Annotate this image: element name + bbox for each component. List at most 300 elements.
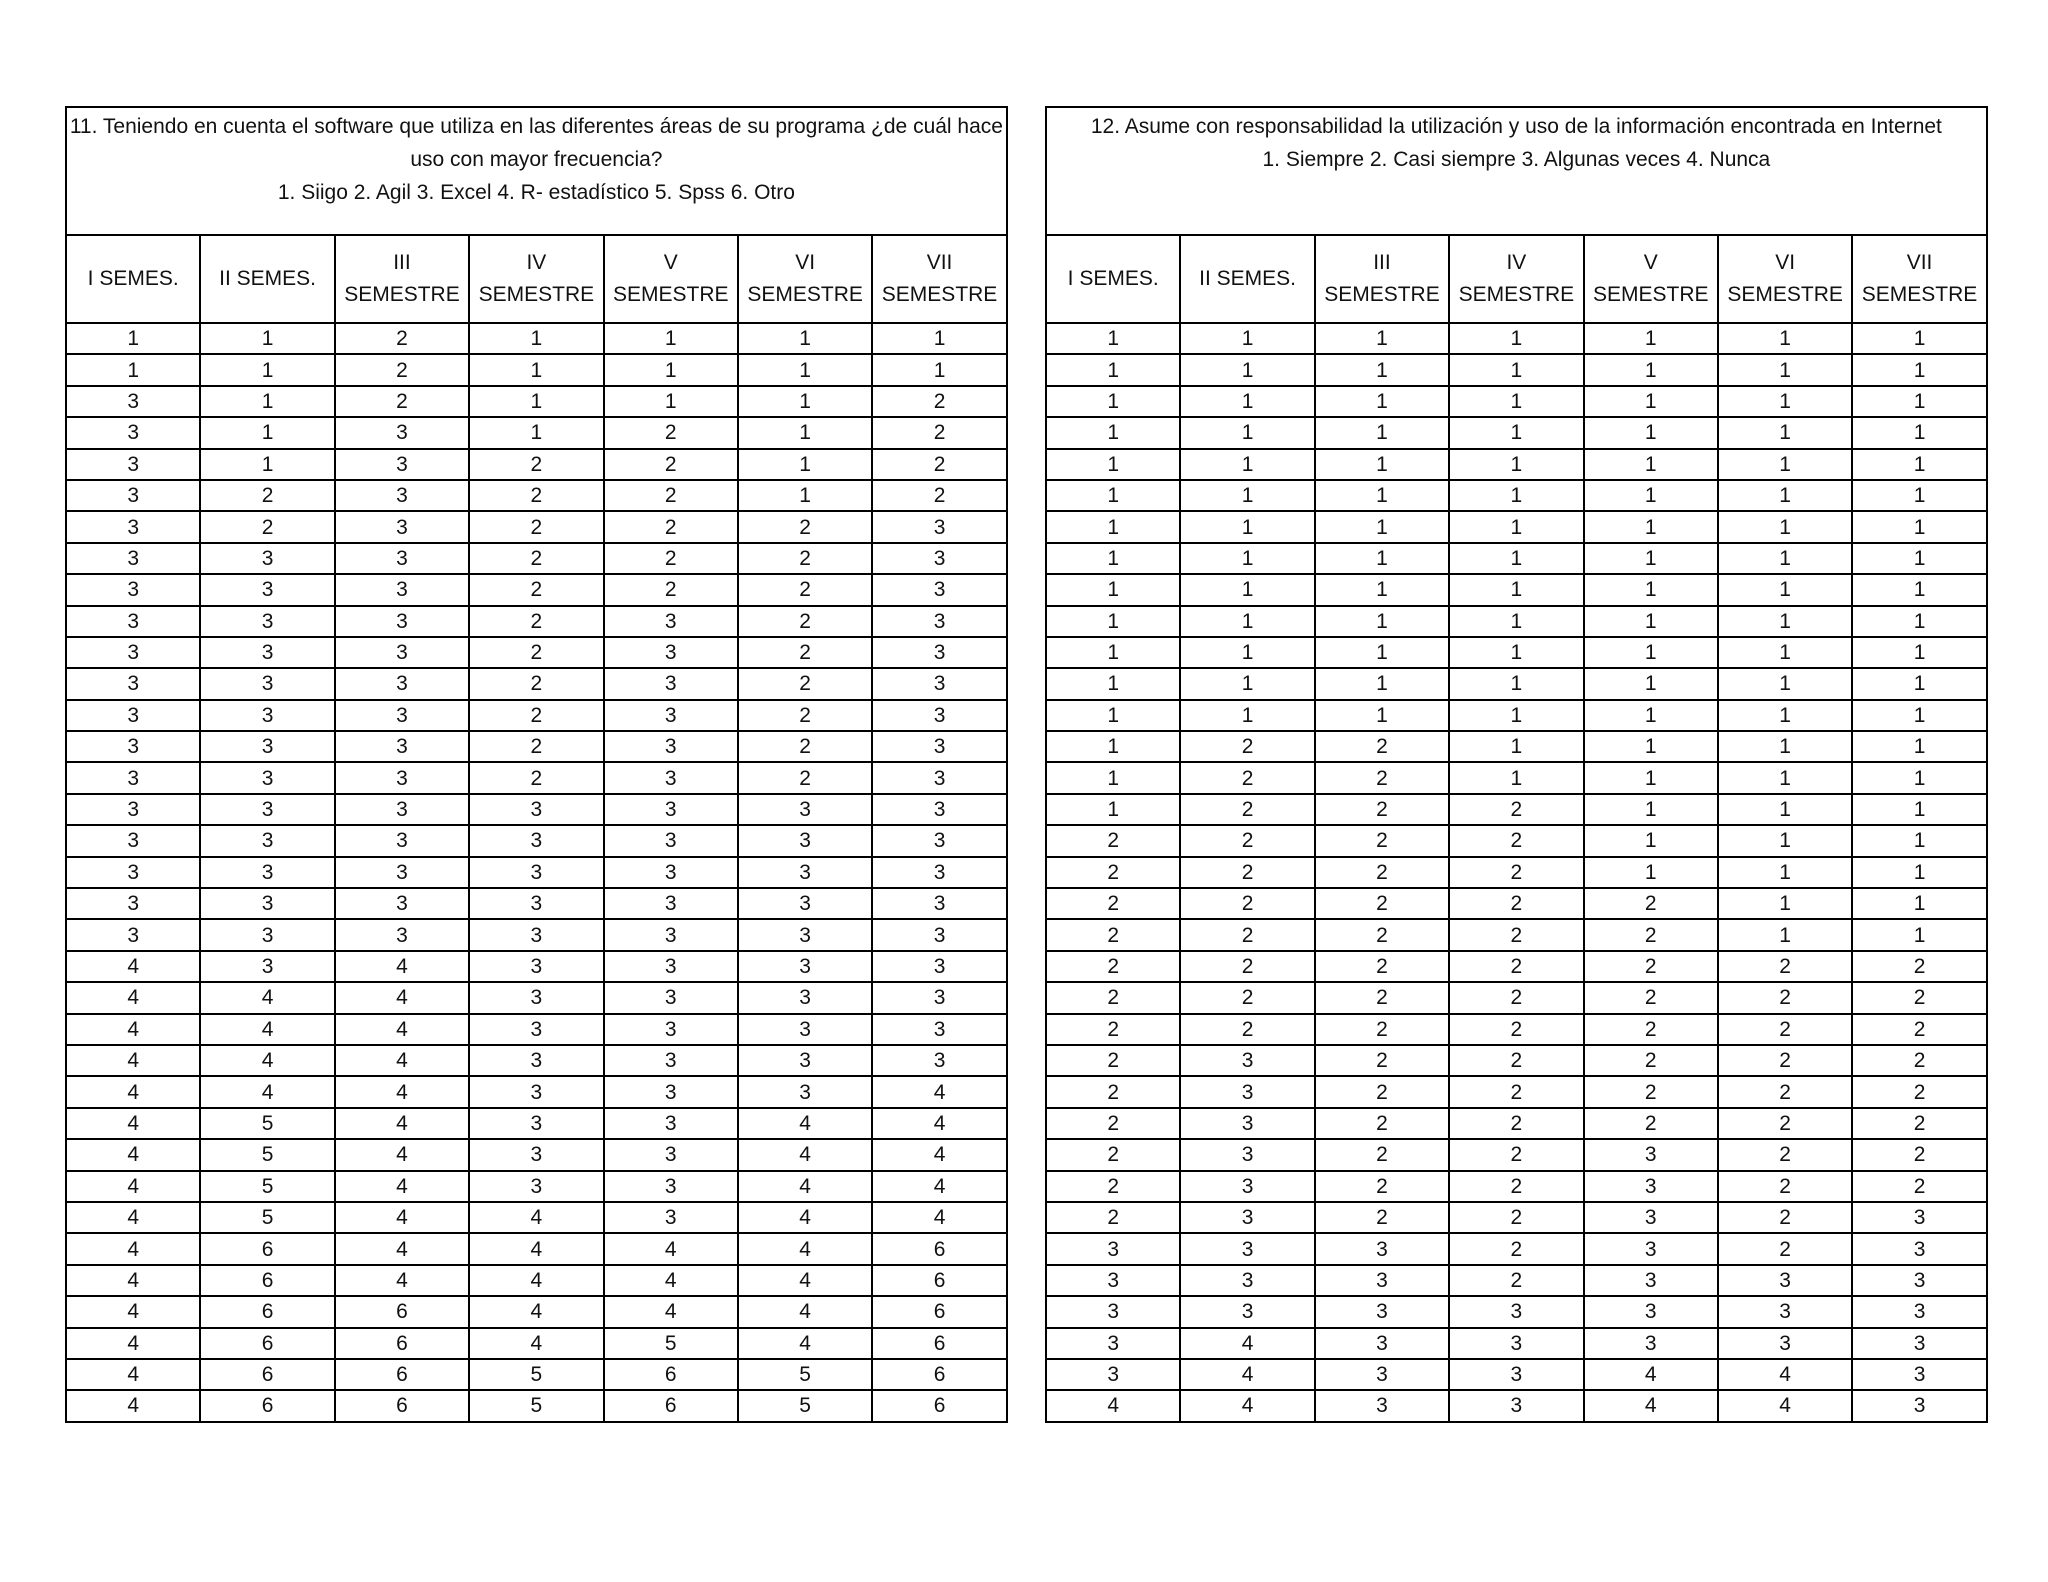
table-cell: 1 <box>1180 386 1314 417</box>
table-cell: 4 <box>1180 1390 1314 1421</box>
table-cell: 2 <box>1718 1202 1852 1233</box>
table-cell: 1 <box>1180 449 1314 480</box>
table-cell: 2 <box>872 480 1006 511</box>
table-cell: 4 <box>66 1359 200 1390</box>
table-cell: 4 <box>335 1014 469 1045</box>
table-cell: 4 <box>1718 1390 1852 1421</box>
table-cell: 1 <box>1046 480 1180 511</box>
table-cell: 4 <box>738 1108 872 1139</box>
table-cell: 2 <box>1180 1014 1314 1045</box>
table-cell: 4 <box>335 1171 469 1202</box>
table-cell: 2 <box>604 543 738 574</box>
table-cell: 4 <box>469 1202 603 1233</box>
table-cell: 4 <box>66 1076 200 1107</box>
table-cell: 2 <box>1315 731 1449 762</box>
table-cell: 3 <box>1046 1233 1180 1264</box>
table-cell: 2 <box>1315 857 1449 888</box>
table-row <box>66 794 1007 825</box>
column-header: VII SEMESTRE <box>1852 235 1986 323</box>
table-cell: 3 <box>66 919 200 950</box>
table-cell: 2 <box>1046 1202 1180 1233</box>
table-cell: 6 <box>872 1265 1006 1296</box>
table-cell: 2 <box>1584 919 1718 950</box>
table-cell: 1 <box>738 323 872 354</box>
table-cell: 1 <box>1180 323 1314 354</box>
table-cell: 2 <box>1315 762 1449 793</box>
table-cell: 3 <box>738 1076 872 1107</box>
table-row <box>1046 1014 1987 1045</box>
table-row <box>1046 449 1987 480</box>
table-row <box>66 888 1007 919</box>
table-cell: 2 <box>1718 951 1852 982</box>
table-row <box>66 323 1007 354</box>
answer-options: 1. Siempre 2. Casi siempre 3. Algunas veces 4. Nunca <box>1262 148 1771 171</box>
table-cell: 3 <box>335 417 469 448</box>
table-cell: 6 <box>872 1328 1006 1359</box>
table-cell: 2 <box>738 574 872 605</box>
table-cell: 6 <box>200 1265 334 1296</box>
table-cell: 2 <box>1046 1045 1180 1076</box>
table-cell: 1 <box>1718 794 1852 825</box>
table-cell: 6 <box>335 1296 469 1327</box>
table-cell: 4 <box>738 1171 872 1202</box>
table-cell: 3 <box>604 1108 738 1139</box>
table-cell: 1 <box>1718 825 1852 856</box>
table-cell: 1 <box>1852 762 1986 793</box>
table-row <box>66 480 1007 511</box>
table-cell: 2 <box>604 417 738 448</box>
table-cell: 3 <box>469 794 603 825</box>
table-cell: 1 <box>738 354 872 385</box>
table-cell: 3 <box>335 449 469 480</box>
table-cell: 1 <box>1852 668 1986 699</box>
table-cell: 3 <box>335 606 469 637</box>
table-cell: 6 <box>200 1390 334 1421</box>
table-row <box>66 354 1007 385</box>
table-row <box>66 1171 1007 1202</box>
table-cell: 3 <box>469 1108 603 1139</box>
table-cell: 1 <box>1584 449 1718 480</box>
table-cell: 3 <box>604 1202 738 1233</box>
table-cell: 2 <box>1718 1139 1852 1170</box>
table-cell: 3 <box>1180 1171 1314 1202</box>
table-cell: 1 <box>1046 574 1180 605</box>
table-row <box>66 543 1007 574</box>
table-cell: 4 <box>335 1108 469 1139</box>
table-cell: 2 <box>604 511 738 542</box>
table-cell: 5 <box>200 1202 334 1233</box>
question-header <box>66 107 1007 235</box>
table-cell: 1 <box>1852 731 1986 762</box>
table-cell: 1 <box>1718 668 1852 699</box>
table-row <box>1046 1359 1987 1390</box>
table-cell: 1 <box>1852 606 1986 637</box>
table-cell: 6 <box>335 1390 469 1421</box>
table-cell: 2 <box>1852 1014 1986 1045</box>
table-cell: 3 <box>872 574 1006 605</box>
table-row <box>1046 668 1987 699</box>
table-cell: 3 <box>1718 1296 1852 1327</box>
table-cell: 1 <box>469 323 603 354</box>
table-cell: 1 <box>1449 323 1583 354</box>
table-cell: 1 <box>738 417 872 448</box>
table-row <box>66 1328 1007 1359</box>
table-cell: 2 <box>1852 1108 1986 1139</box>
table-cell: 2 <box>1315 794 1449 825</box>
table-cell: 4 <box>1584 1359 1718 1390</box>
table-cell: 1 <box>1852 700 1986 731</box>
table-cell: 3 <box>1449 1359 1583 1390</box>
table-cell: 3 <box>200 762 334 793</box>
table-cell: 1 <box>872 323 1006 354</box>
table-cell: 2 <box>1315 919 1449 950</box>
table-cell: 2 <box>1584 982 1718 1013</box>
column-header-row <box>66 235 1007 323</box>
table-cell: 6 <box>604 1359 738 1390</box>
table-cell: 3 <box>1180 1139 1314 1170</box>
table-cell: 4 <box>335 982 469 1013</box>
table-cell: 1 <box>1584 386 1718 417</box>
table-cell: 3 <box>604 888 738 919</box>
table-cell: 1 <box>1852 637 1986 668</box>
table-cell: 5 <box>604 1328 738 1359</box>
table-cell: 2 <box>1180 919 1314 950</box>
table-cell: 1 <box>1315 480 1449 511</box>
table-cell: 3 <box>604 857 738 888</box>
table-cell: 2 <box>1718 1108 1852 1139</box>
table-cell: 1 <box>1449 543 1583 574</box>
table-cell: 5 <box>200 1171 334 1202</box>
table-cell: 2 <box>1449 1139 1583 1170</box>
table-cell: 1 <box>1718 480 1852 511</box>
table-cell: 3 <box>335 637 469 668</box>
table-cell: 3 <box>66 480 200 511</box>
table-cell: 3 <box>200 700 334 731</box>
table-row <box>1046 1296 1987 1327</box>
table-row <box>66 574 1007 605</box>
table-cell: 3 <box>1315 1265 1449 1296</box>
table-cell: 3 <box>1584 1202 1718 1233</box>
table-cell: 2 <box>1449 888 1583 919</box>
table-cell: 2 <box>1852 1139 1986 1170</box>
table-cell: 3 <box>738 1014 872 1045</box>
table-cell: 4 <box>66 1328 200 1359</box>
table-cell: 2 <box>469 668 603 699</box>
table-body <box>1046 323 1987 1422</box>
table-cell: 6 <box>335 1359 469 1390</box>
table-cell: 2 <box>469 543 603 574</box>
table-cell: 1 <box>1718 323 1852 354</box>
table-cell: 2 <box>200 480 334 511</box>
table-cell: 3 <box>872 951 1006 982</box>
table-cell: 3 <box>1046 1296 1180 1327</box>
table-cell: 3 <box>604 794 738 825</box>
table-cell: 2 <box>1180 731 1314 762</box>
table-cell: 3 <box>872 511 1006 542</box>
table-cell: 2 <box>738 543 872 574</box>
table-cell: 6 <box>200 1233 334 1264</box>
table-cell: 4 <box>335 1233 469 1264</box>
table-cell: 2 <box>1046 888 1180 919</box>
table-cell: 1 <box>1584 480 1718 511</box>
column-header-row <box>1046 235 1987 323</box>
table-cell: 3 <box>66 543 200 574</box>
table-cell: 3 <box>1180 1265 1314 1296</box>
table-cell: 1 <box>1046 511 1180 542</box>
table-cell: 3 <box>66 417 200 448</box>
table-cell: 2 <box>1315 1202 1449 1233</box>
table-cell: 1 <box>1852 511 1986 542</box>
table-cell: 3 <box>335 762 469 793</box>
table-cell: 3 <box>604 1014 738 1045</box>
table-cell: 3 <box>1449 1296 1583 1327</box>
table-cell: 1 <box>1584 700 1718 731</box>
table-cell: 1 <box>1046 606 1180 637</box>
table-cell: 1 <box>1584 354 1718 385</box>
table-cell: 3 <box>66 700 200 731</box>
table-cell: 3 <box>872 731 1006 762</box>
table-cell: 3 <box>1315 1390 1449 1421</box>
question-header <box>1046 107 1987 235</box>
table-cell: 5 <box>738 1390 872 1421</box>
table-cell: 3 <box>335 574 469 605</box>
table-cell: 2 <box>1584 1045 1718 1076</box>
table-cell: 3 <box>604 762 738 793</box>
table-cell: 3 <box>1315 1296 1449 1327</box>
table-cell: 3 <box>604 982 738 1013</box>
table-cell: 1 <box>738 480 872 511</box>
table-cell: 2 <box>1449 1171 1583 1202</box>
table-cell: 1 <box>1046 794 1180 825</box>
table-row <box>66 1359 1007 1390</box>
table-cell: 1 <box>469 417 603 448</box>
table-row <box>66 1202 1007 1233</box>
table-row <box>1046 1076 1987 1107</box>
table-cell: 1 <box>1315 417 1449 448</box>
table-cell: 4 <box>738 1265 872 1296</box>
table-cell: 2 <box>738 762 872 793</box>
table-cell: 2 <box>1449 825 1583 856</box>
table-cell: 2 <box>1449 794 1583 825</box>
table-cell: 1 <box>1718 449 1852 480</box>
table-cell: 1 <box>1449 354 1583 385</box>
table-cell: 1 <box>1449 574 1583 605</box>
column-header: III SEMESTRE <box>1315 235 1449 323</box>
table-cell: 3 <box>200 825 334 856</box>
table-row <box>66 386 1007 417</box>
table-cell: 5 <box>469 1359 603 1390</box>
table-cell: 3 <box>200 606 334 637</box>
table-cell: 2 <box>1449 982 1583 1013</box>
table-cell: 4 <box>872 1108 1006 1139</box>
table-cell: 2 <box>335 354 469 385</box>
table-cell: 3 <box>66 825 200 856</box>
table-cell: 3 <box>738 825 872 856</box>
table-cell: 3 <box>1046 1265 1180 1296</box>
table-cell: 1 <box>1449 637 1583 668</box>
table-cell: 2 <box>604 574 738 605</box>
table-cell: 1 <box>1584 323 1718 354</box>
table-cell: 1 <box>1584 825 1718 856</box>
table-cell: 1 <box>469 386 603 417</box>
table-cell: 2 <box>1315 1045 1449 1076</box>
table-cell: 2 <box>738 637 872 668</box>
table-cell: 2 <box>1046 951 1180 982</box>
table-cell: 1 <box>1852 323 1986 354</box>
table-cell: 3 <box>1315 1328 1449 1359</box>
column-header: IV SEMESTRE <box>469 235 603 323</box>
table-cell: 2 <box>1852 1045 1986 1076</box>
table-cell: 2 <box>604 449 738 480</box>
table-cell: 3 <box>469 1139 603 1170</box>
table-cell: 1 <box>1584 857 1718 888</box>
table-cell: 1 <box>1718 606 1852 637</box>
table-cell: 3 <box>469 1014 603 1045</box>
table-cell: 4 <box>469 1233 603 1264</box>
table-cell: 1 <box>1449 731 1583 762</box>
table-cell: 4 <box>200 982 334 1013</box>
table-cell: 1 <box>1180 480 1314 511</box>
table-cell: 2 <box>1852 1171 1986 1202</box>
table-cell: 3 <box>604 825 738 856</box>
survey-table-q11 <box>65 106 1008 1423</box>
table-cell: 1 <box>1718 731 1852 762</box>
table-cell: 3 <box>66 794 200 825</box>
table-cell: 3 <box>1180 1233 1314 1264</box>
table-cell: 1 <box>1315 449 1449 480</box>
table-cell: 2 <box>335 323 469 354</box>
table-cell: 4 <box>66 1296 200 1327</box>
table-cell: 1 <box>1180 668 1314 699</box>
table-cell: 4 <box>738 1296 872 1327</box>
table-row <box>1046 731 1987 762</box>
table-cell: 3 <box>604 951 738 982</box>
table-cell: 4 <box>66 951 200 982</box>
table-cell: 1 <box>1449 511 1583 542</box>
table-cell: 4 <box>469 1328 603 1359</box>
table-cell: 3 <box>1449 1328 1583 1359</box>
table-cell: 3 <box>1852 1328 1986 1359</box>
table-cell: 3 <box>738 951 872 982</box>
table-cell: 3 <box>872 919 1006 950</box>
table-cell: 3 <box>604 668 738 699</box>
table-cell: 3 <box>335 668 469 699</box>
table-row <box>1046 951 1987 982</box>
table-row <box>1046 1171 1987 1202</box>
table-cell: 4 <box>604 1233 738 1264</box>
column-header: III SEMESTRE <box>335 235 469 323</box>
table-cell: 1 <box>1046 700 1180 731</box>
table-cell: 3 <box>200 857 334 888</box>
table-cell: 2 <box>1180 951 1314 982</box>
table-cell: 6 <box>604 1390 738 1421</box>
table-cell: 1 <box>1046 417 1180 448</box>
table-row <box>1046 762 1987 793</box>
table-cell: 3 <box>335 700 469 731</box>
table-cell: 3 <box>1046 1359 1180 1390</box>
table-cell: 3 <box>738 1045 872 1076</box>
answer-options: 1. Siigo 2. Agil 3. Excel 4. R- estadístico 5. Spss 6. Otro <box>277 181 795 204</box>
table-cell: 1 <box>1852 449 1986 480</box>
question-text: 11. Teniendo en cuenta el software que utiliza en las diferentes áreas de su programa ¿de cuál hace uso con mayor frecuencia? <box>69 115 1003 171</box>
table-cell: 2 <box>1852 1076 1986 1107</box>
table-cell: 3 <box>200 794 334 825</box>
table-cell: 1 <box>1046 731 1180 762</box>
table-row <box>1046 825 1987 856</box>
table-cell: 1 <box>200 354 334 385</box>
table-cell: 3 <box>469 857 603 888</box>
table-cell: 4 <box>604 1296 738 1327</box>
table-cell: 3 <box>469 825 603 856</box>
table-cell: 4 <box>66 982 200 1013</box>
table-row <box>66 1076 1007 1107</box>
table-row <box>1046 574 1987 605</box>
table-cell: 4 <box>1180 1359 1314 1390</box>
table-cell: 3 <box>335 919 469 950</box>
table-cell: 1 <box>1852 794 1986 825</box>
table-cell: 1 <box>1315 668 1449 699</box>
table-cell: 2 <box>1718 1014 1852 1045</box>
table-cell: 4 <box>200 1045 334 1076</box>
table-cell: 3 <box>872 668 1006 699</box>
table-row <box>1046 606 1987 637</box>
table-cell: 5 <box>200 1108 334 1139</box>
table-cell: 4 <box>872 1202 1006 1233</box>
table-cell: 3 <box>200 888 334 919</box>
table-cell: 4 <box>66 1045 200 1076</box>
table-cell: 4 <box>66 1108 200 1139</box>
table-cell: 3 <box>1046 1328 1180 1359</box>
table-cell: 1 <box>1584 637 1718 668</box>
table-cell: 3 <box>1584 1328 1718 1359</box>
table-cell: 1 <box>1852 354 1986 385</box>
table-cell: 3 <box>872 1045 1006 1076</box>
table-cell: 4 <box>66 1014 200 1045</box>
table-cell: 1 <box>1852 919 1986 950</box>
table-cell: 2 <box>469 511 603 542</box>
table-row <box>1046 480 1987 511</box>
table-row <box>1046 888 1987 919</box>
table-cell: 1 <box>1449 762 1583 793</box>
table-cell: 2 <box>1584 1108 1718 1139</box>
table-row <box>66 762 1007 793</box>
table-cell: 1 <box>738 386 872 417</box>
table-cell: 1 <box>200 323 334 354</box>
table-cell: 1 <box>1718 762 1852 793</box>
table-cell: 1 <box>1718 386 1852 417</box>
table-cell: 2 <box>1315 1014 1449 1045</box>
column-header: I SEMES. <box>1046 235 1180 323</box>
table-cell: 4 <box>872 1171 1006 1202</box>
table-cell: 3 <box>1180 1108 1314 1139</box>
table-cell: 3 <box>200 637 334 668</box>
table-cell: 3 <box>1584 1171 1718 1202</box>
table-cell: 1 <box>1584 731 1718 762</box>
table-cell: 2 <box>1718 1045 1852 1076</box>
table-row <box>66 825 1007 856</box>
column-header: VI SEMESTRE <box>738 235 872 323</box>
table-cell: 1 <box>1718 888 1852 919</box>
table-cell: 4 <box>738 1328 872 1359</box>
table-cell: 3 <box>469 1076 603 1107</box>
table-cell: 3 <box>335 825 469 856</box>
table-row <box>66 919 1007 950</box>
table-cell: 1 <box>1584 762 1718 793</box>
table-cell: 3 <box>469 951 603 982</box>
table-cell: 3 <box>872 543 1006 574</box>
table-cell: 4 <box>1718 1359 1852 1390</box>
table-cell: 3 <box>66 857 200 888</box>
